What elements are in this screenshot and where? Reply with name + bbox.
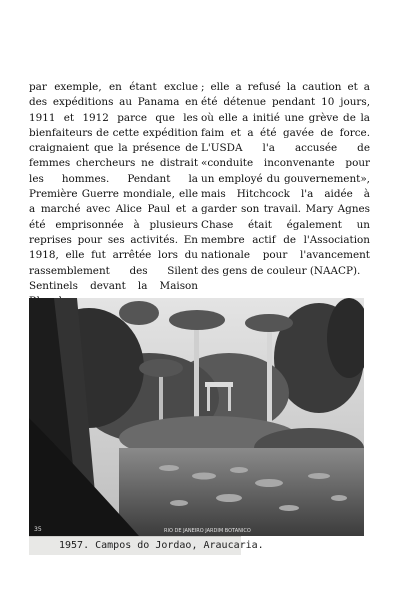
- historical-garden-photo: [29, 298, 364, 536]
- photo-imprint: RIO DE JANEIRO JARDIM BOTANICO: [164, 528, 251, 534]
- photo-corner-number: 35: [34, 526, 42, 533]
- body-text-left-column: par exemple, en étant exclue des expéditions au Panama en 1911 et 1912 parce que les bienfaiteurs de cette expédition craignaient que la présence de femmes chercheurs ne distrait les hommes. Pendant la Première Guerre mondiale, elle a marché avec Alice Paul et a été emprisonnée à plusieurs reprises pour ses activités. En 1918, elle fut arrêtée lors du rassemblement des Silent Sentinels devant la Maison: [29, 81, 198, 292]
- body-text-right-column: ; elle a refusé la caution et a été détenue pendant 10 jours, où elle a initié une grève de la faim et a été gavée de force. L'USDA l'a accusée de «conduite inconvenante pour un employé du gouvernement», mais Hitchcock l'a aidée à garder son travail. Mary Agnes Chase était également un membre actif de l'Association nationale pour l'avancement des gens de couleur (NAACP).: [201, 81, 370, 277]
- photo-caption-strip: [29, 536, 264, 555]
- photo-caption: 1957. Campos do Jordao, Araucaria.: [59, 540, 264, 551]
